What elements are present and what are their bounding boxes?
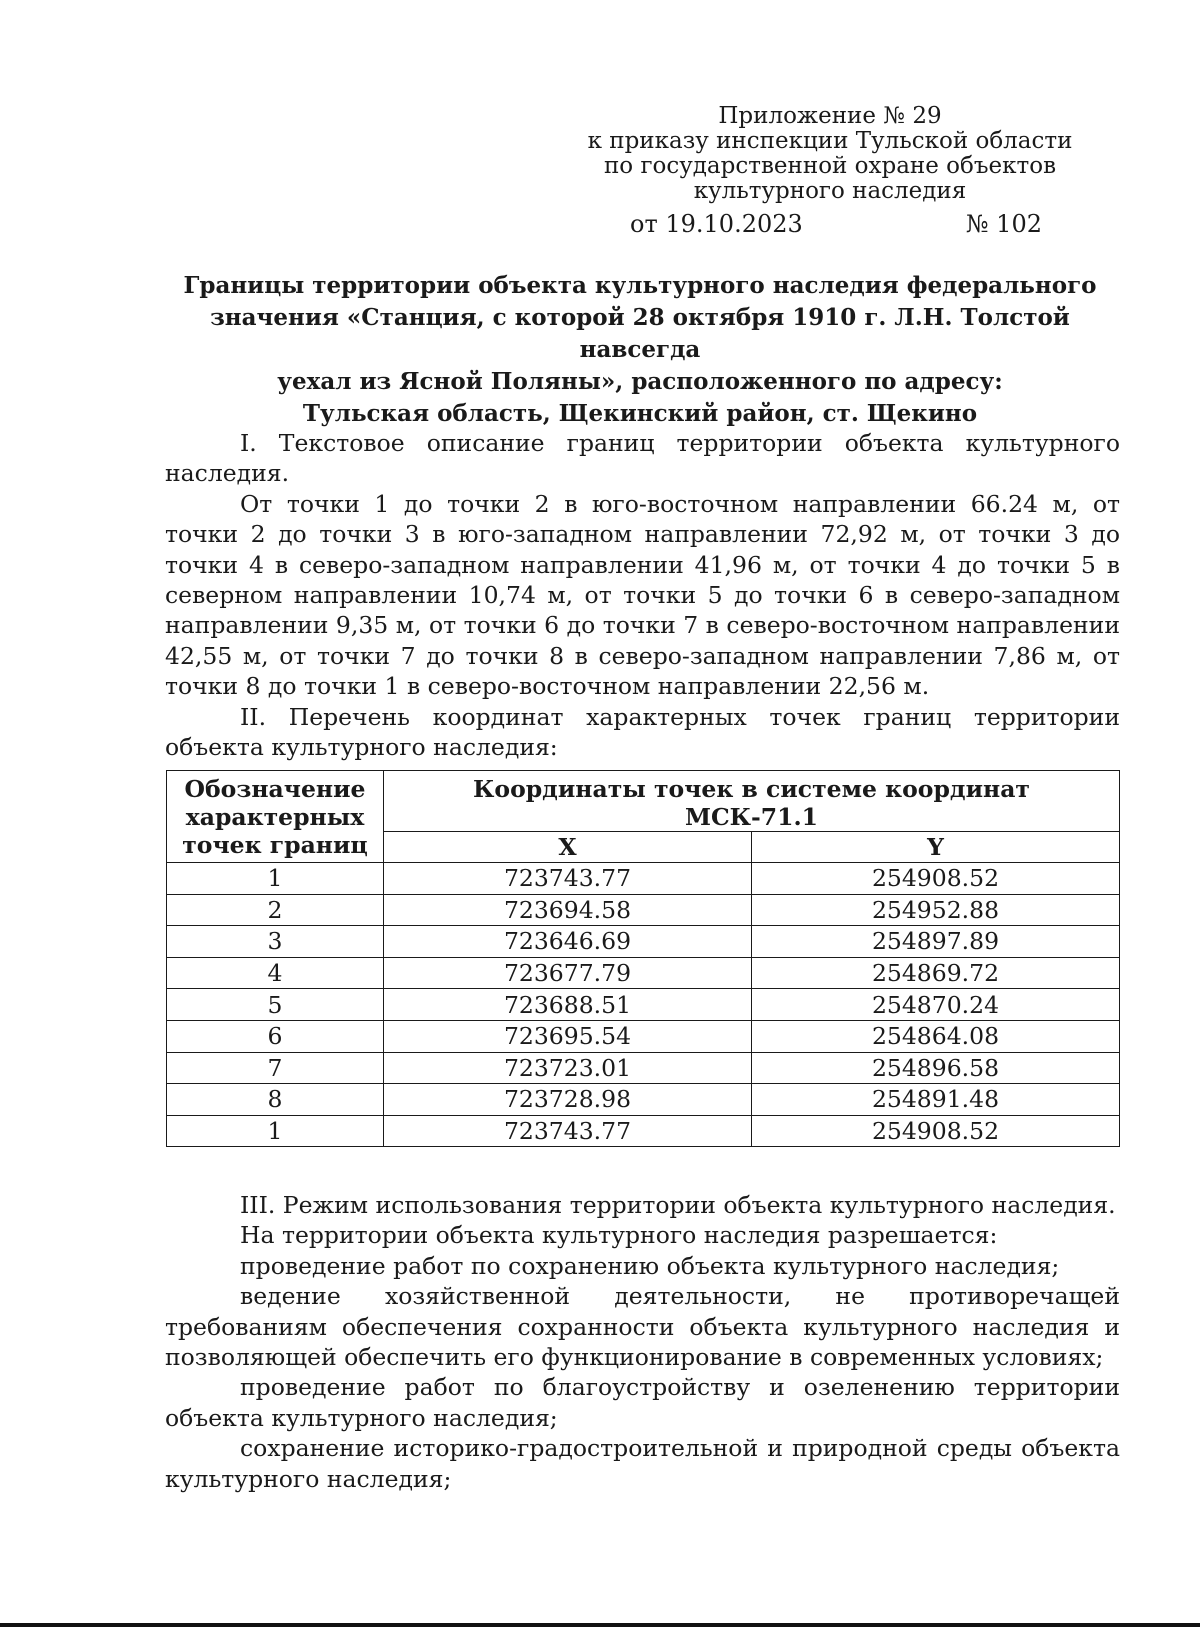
coordinate-system-header [384, 771, 1120, 832]
y-coordinate: 254897.89 [752, 926, 1120, 958]
y-coordinate: 254870.24 [752, 989, 1120, 1021]
title-line: Тульская область, Щекинский район, ст. Щекино [302, 400, 978, 427]
x-coordinate: 723688.51 [384, 989, 752, 1021]
x-coordinate: 723694.58 [384, 894, 752, 926]
appendix-block [560, 104, 1100, 204]
allowed-item: сохранение историко-градостроительной и природной среды объекта культурного наследия; [165, 1434, 1120, 1493]
point-column-header: Обозначение характерных точек границ [167, 771, 384, 863]
title-line: Границы территории объекта культурного наследия федерального [183, 272, 1097, 299]
y-coordinate: 254908.52 [752, 863, 1120, 895]
point-number: 5 [167, 989, 384, 1021]
allowed-item: проведение работ по сохранению объекта культурного наследия; [240, 1251, 1060, 1280]
y-coordinate: 254869.72 [752, 957, 1120, 989]
boundary-description: От точки 1 до точки 2 в юго-восточном направлении 66.24 м, от точки 2 до точки 3 в юго-западном направлении 72,92 м, от точки 3 до точки 4 в северо-западном направлении 41,96 м, от точки 4 до точки 5 в северном направлении 10,74 м, от точки 5 до точки 6 в северо-западном направлении 9,35 м, от точки 6 до точки 7 в северо-восточном направлении 42,55 м, от точки 7 до точки 8 в северо-западном направлении 7,86 м, от точки 8 до точки 1 в северо-восточном направлении 22,56 м. [165, 489, 1120, 701]
section-3 [165, 1190, 1120, 1494]
document-title [160, 270, 1120, 430]
x-column-header: X [384, 832, 752, 863]
table-row [167, 957, 1120, 989]
y-coordinate: 254896.58 [752, 1052, 1120, 1084]
point-number: 2 [167, 894, 384, 926]
order-number: № 102 [965, 210, 1042, 238]
y-coordinate: 254952.88 [752, 894, 1120, 926]
scan-edge-line [0, 1623, 1200, 1627]
order-date: от 19.10.2023 [630, 210, 803, 238]
y-coordinate: 254908.52 [752, 1115, 1120, 1147]
appendix-order-ref-cont: по государственной охране объектов [603, 153, 1057, 179]
point-number: 1 [167, 863, 384, 895]
point-number: 1 [167, 1115, 384, 1147]
x-coordinate: 723728.98 [384, 1084, 752, 1116]
coordinate-system-title: Координаты точек в системе координат [473, 775, 1030, 803]
y-column-header: Y [752, 832, 1120, 863]
x-coordinate: 723743.77 [384, 863, 752, 895]
section-3-heading: III. Режим использования территории объекта культурного наследия. [240, 1191, 1116, 1219]
table-row [167, 863, 1120, 895]
coordinate-system-name: МСК-71.1 [684, 803, 819, 831]
appendix-order-ref-end: культурного наследия [693, 178, 967, 204]
allowed-item: проведение работ по благоустройству и озеленению территории объекта культурного наследия; [165, 1373, 1120, 1432]
section-1 [165, 428, 1120, 762]
y-coordinate: 254864.08 [752, 1020, 1120, 1052]
x-coordinate: 723723.01 [384, 1052, 752, 1084]
title-line: значения «Станция, с которой 28 октября 1910 г. Л.Н. Толстой навсегда [210, 304, 1070, 363]
x-coordinate: 723677.79 [384, 957, 752, 989]
point-number: 4 [167, 957, 384, 989]
table-row [167, 1084, 1120, 1116]
x-coordinate: 723646.69 [384, 926, 752, 958]
point-number: 3 [167, 926, 384, 958]
appendix-title: Приложение № 29 [718, 103, 942, 129]
table-row [167, 894, 1120, 926]
y-coordinate: 254891.48 [752, 1084, 1120, 1116]
point-number: 8 [167, 1084, 384, 1116]
table-row [167, 926, 1120, 958]
section-1-heading: I. Текстовое описание границ территории объекта культурного наследия. [165, 429, 1120, 488]
allowed-item: ведение хозяйственной деятельности, не противоречащей требованиям обеспечения сохранности объекта культурного наследия и позволяющей обеспечить его функционирование в современных условиях; [165, 1282, 1120, 1372]
table-row [167, 1052, 1120, 1084]
table-row [167, 1020, 1120, 1052]
point-number: 7 [167, 1052, 384, 1084]
appendix-order-ref: к приказу инспекции Тульской области [587, 128, 1073, 154]
table-row [167, 1115, 1120, 1147]
table-row [167, 989, 1120, 1021]
coordinates-table [166, 770, 1120, 1147]
point-number: 6 [167, 1020, 384, 1052]
section-2-heading: II. Перечень координат характерных точек границ территории объекта культурного наследия: [165, 702, 1120, 762]
title-line: уехал из Ясной Поляны», расположенного по адресу: [277, 368, 1003, 395]
allowed-intro: На территории объекта культурного наследия разрешается: [240, 1221, 998, 1250]
x-coordinate: 723695.54 [384, 1020, 752, 1052]
x-coordinate: 723743.77 [384, 1115, 752, 1147]
